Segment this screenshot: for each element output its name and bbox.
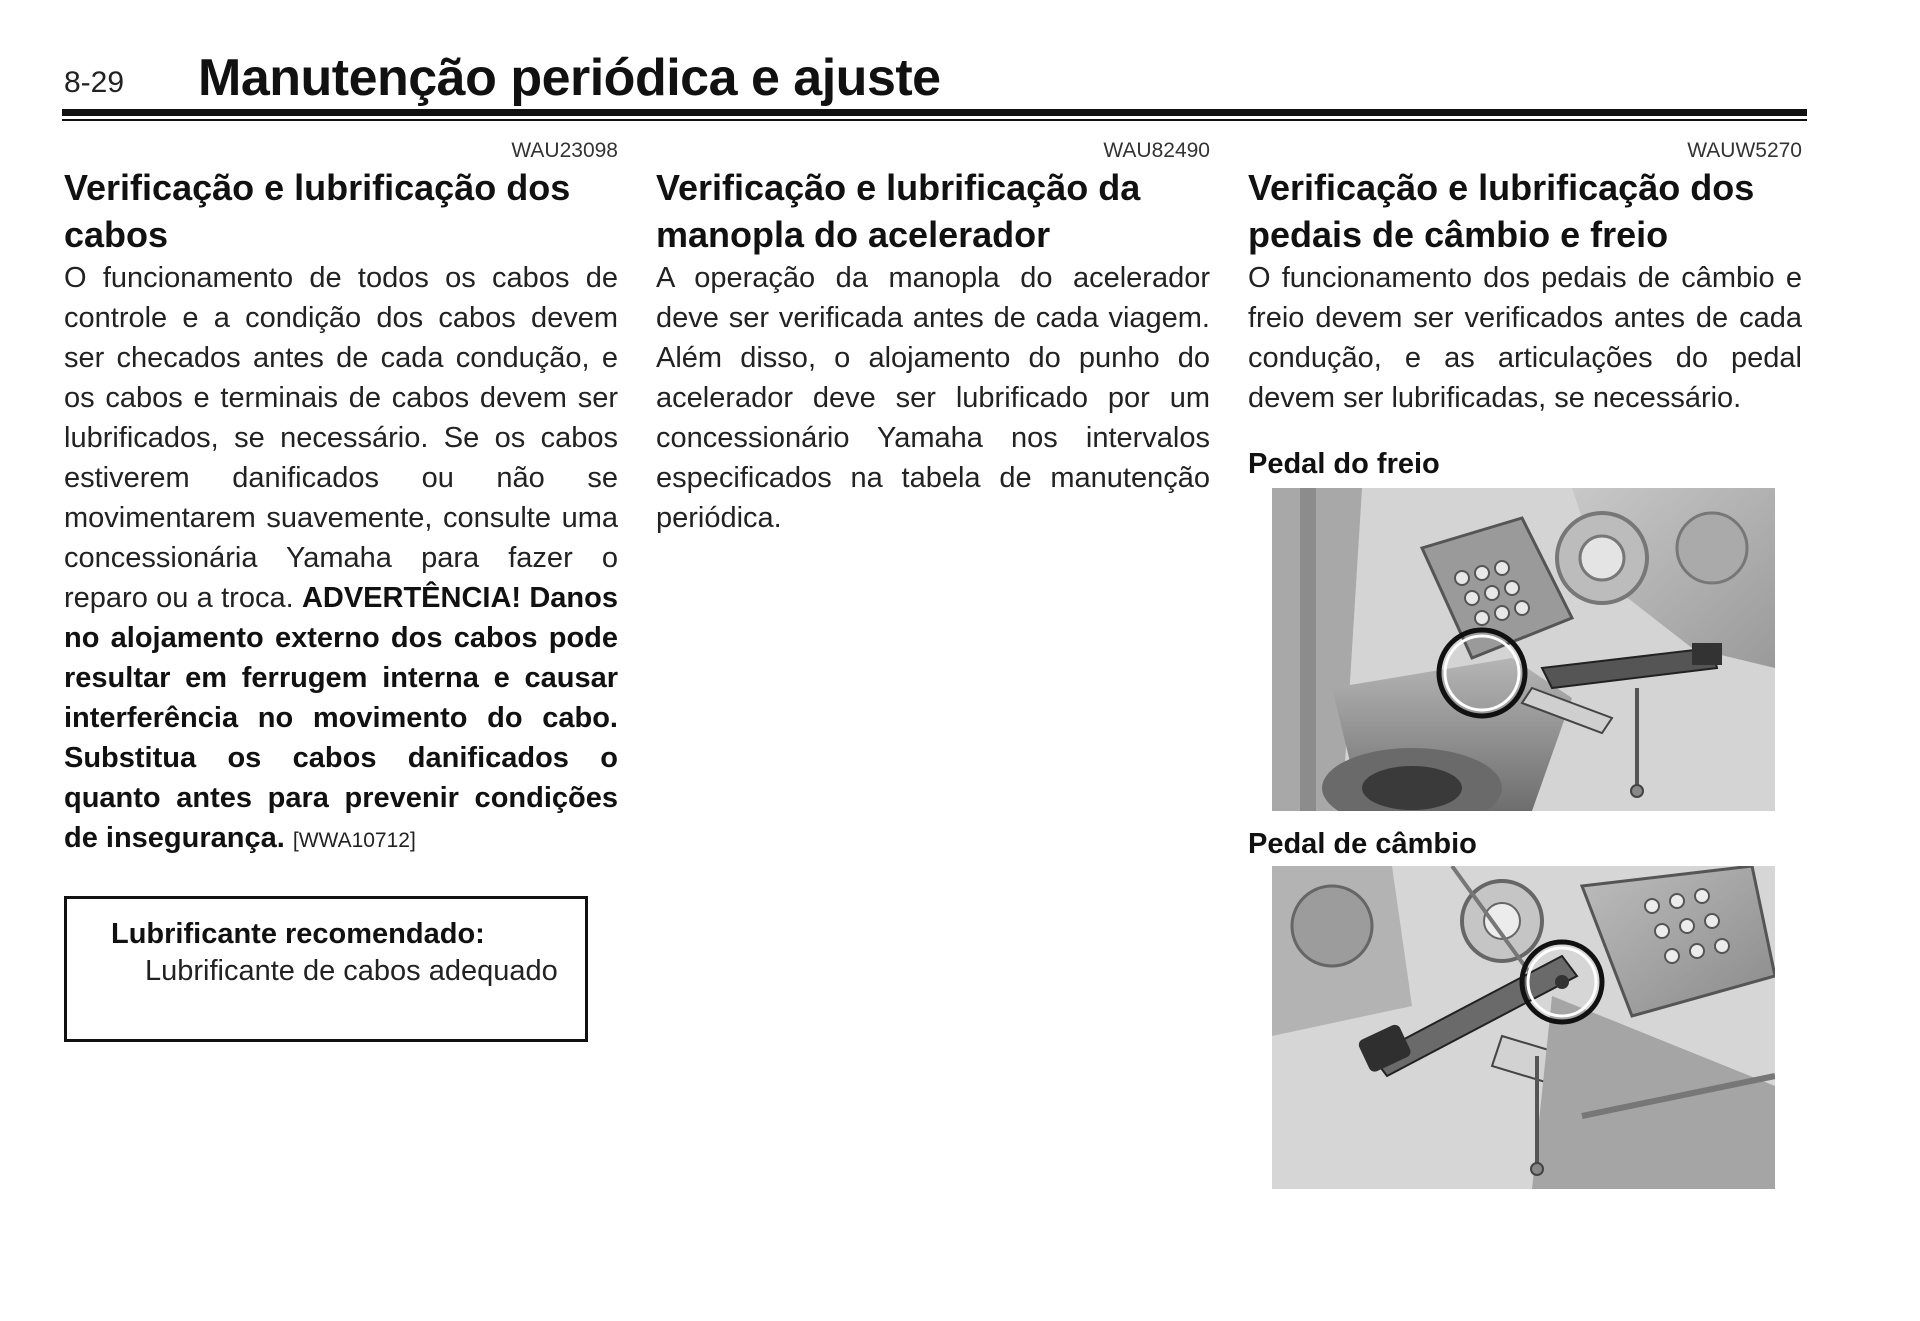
brake-pedal-label: Pedal do freio — [1248, 448, 1440, 480]
page-title: Manutenção periódica e ajuste — [198, 49, 941, 107]
brake-pedal-illustration — [1272, 488, 1775, 811]
lubricant-text: Lubrificante de cabos adequado — [145, 955, 558, 987]
section-title: Verificação e lubrificação dos cabos — [64, 167, 571, 255]
body-text: O funcionamento de todos os cabos de controle e a condição dos cabos devem ser checados antes de cada condução, e os cabos e terminais de cabos devem ser lubrificados, se necessário. Se os cabos estiverem danificados ou não se movimentarem suavemente, consulte uma concessionária Yamaha para fazer o reparo ou a troca. — [64, 262, 618, 614]
header-rule-thin — [62, 119, 1807, 121]
section-body: O funcionamento dos pedais de câmbio e freio devem ser verificados antes de cada condução, e as articulações do pedal devem ser lubrificadas, se necessário. — [1248, 262, 1802, 414]
shift-pedal-illustration — [1272, 866, 1775, 1189]
section-pedals — [1248, 138, 1802, 418]
warning-text: ADVERTÊNCIA! Danos no alojamento externo dos cabos pode resultar em ferrugem interna e causar interferência no movimento do cabo. Substitua os cabos danificados o quanto antes para prevenir condições de insegurança. — [64, 582, 618, 854]
section-body: A operação da manopla do acelerador deve ser verificada antes de cada viagem. Além disso, o alojamento do punho do acelerador deve ser lubrificado por um concessionário Yamaha nos intervalos especificados na tabela de manutenção periódica. — [656, 262, 1210, 534]
section-throttle — [656, 138, 1210, 538]
section-title: Verificação e lubrificação dos pedais de câmbio e freio — [1248, 167, 1755, 255]
lubricant-title: Lubrificante recomendado: — [111, 918, 485, 950]
warning-code: [WWA10712] — [292, 829, 416, 852]
section-code: WAU82490 — [1103, 139, 1210, 162]
page-number: 8-29 — [64, 66, 125, 99]
section-cables — [64, 138, 618, 861]
section-code: WAU23098 — [511, 139, 618, 162]
shift-pedal-label: Pedal de câmbio — [1248, 828, 1477, 860]
section-code: WAUW5270 — [1687, 139, 1802, 162]
section-title: Verificação e lubrificação da manopla do acelerador — [656, 167, 1141, 255]
brake-pedal-image — [1272, 488, 1775, 811]
header-rule — [62, 109, 1807, 116]
section-body — [64, 258, 618, 861]
shift-pedal-image — [1272, 866, 1775, 1189]
lubricant-box — [64, 896, 588, 1042]
